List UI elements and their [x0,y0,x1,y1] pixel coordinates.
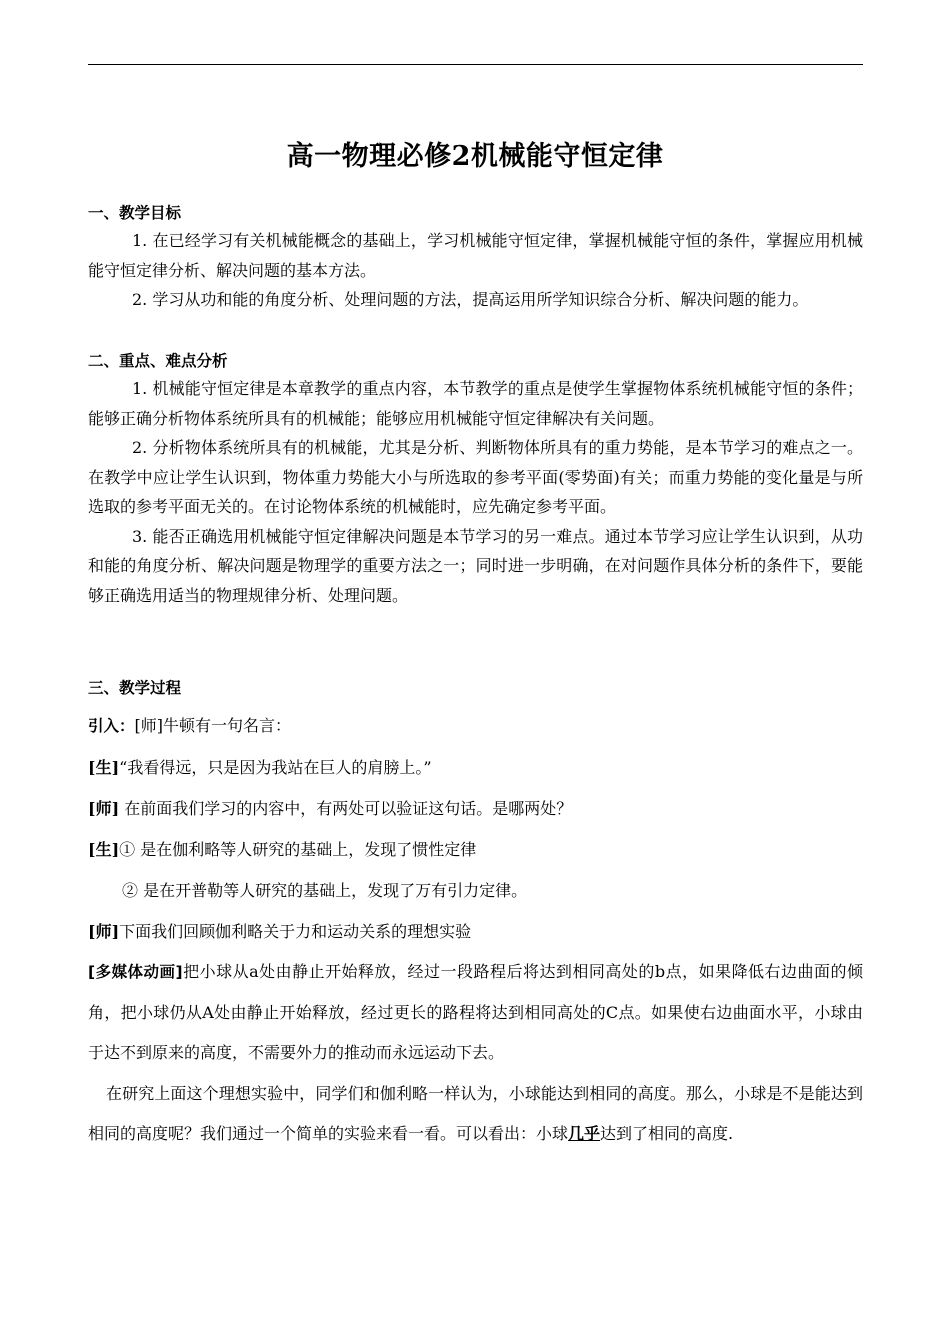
key-point-paragraph-3: 3. 能否正确选用机械能守恒定律解决问题是本节学习的另一难点。通过本节学习应让学生认识到，从功和能的角度分析、解决问题是物理学的重要方法之一；同时进一步明确，在对问题作具体分析的条件下，要能够正确选用适当的物理规律分析、处理问题。 [88,526,863,605]
key-point-paragraph-1: 1. 机械能守恒定律是本章教学的重点内容，本节教学的重点是使学生掌握物体系统机械能守恒的条件；能够正确分析物体系统所具有的机械能；能够应用机械能守恒定律解决有关问题。 [88,379,863,428]
dialogue-tag: [生] [88,758,120,777]
dialogue-student-2-cont [88,870,863,911]
dialogue-teacher-1 [88,788,863,829]
section-process [88,674,863,1155]
objective-paragraph-1: 1. 在已经学习有关机械能概念的基础上，学习机械能守恒定律，掌握机械能守恒的条件，掌握应用机械能守恒定律分析、解决问题的基本方法。 [88,231,863,280]
experiment-paragraph [88,1074,863,1155]
dialogue-intro [88,705,863,747]
dialogue-text: “我看得远，只是因为我站在巨人的肩膀上。” [119,758,432,777]
section-heading-objectives: 一、教学目标 [88,204,182,222]
paragraph-text: 达到了相同的高度. [600,1124,734,1143]
dialogue-tag: [师] [88,799,120,818]
dialogue-text: 把小球从a处由静止开始释放，经过一段路程后将达到相同高处的b点，如果降低右边曲面的倾角，把小球仍从A处由静止开始释放，经过更长的路程将达到相同高处的C点。如果使右边曲面水平，小球由于达不到原来的高度，不需要外力的推动而永远运动下去。 [88,962,863,1062]
dialogue-tag: 引入： [88,717,135,735]
section-heading-key-points: 二、重点、难点分析 [88,352,228,370]
dialogue-text: ② 是在开普勒等人研究的基础上，发现了万有引力定律。 [122,881,528,900]
dialogue-text: [师]牛顿有一句名言： [134,716,292,735]
underlined-word: 几乎 [568,1124,601,1143]
section-heading-process: 三、教学过程 [88,679,182,697]
dialogue-text: 在前面我们学习的内容中，有两处可以验证这句话。是哪两处？ [119,799,573,818]
section-key-points [88,348,863,610]
objective-paragraph-2: 2. 学习从功和能的角度分析、处理问题的方法，提高运用所学知识综合分析、解决问题的能力。 [132,290,809,309]
section-objectives [88,200,863,315]
paragraph-text: 在研究上面这个理想实验中，同学们和伽利略一样认为，小球能达到相同的高度。那么，小球是不是能达到相同的高度呢？我们通过一个简单的实验来看一看。可以看出：小球 [88,1083,863,1143]
dialogue-tag: [师] [88,922,120,941]
dialogue-tag: [多媒体动画] [88,963,183,981]
header-rule [88,64,863,65]
dialogue-text: ① 是在伽利略等人研究的基础上，发现了惯性定律 [119,840,477,859]
document-title: 高一物理必修2机械能守恒定律 [286,141,664,172]
dialogue-teacher-2 [88,911,863,952]
dialogue-tag: [生] [88,840,120,859]
dialogue-student-1 [88,747,863,788]
dialogue-student-2 [88,829,863,870]
key-point-paragraph-2: 2. 分析物体系统所具有的机械能，尤其是分析、判断物体所具有的重力势能，是本节学习的难点之一。在教学中应让学生认识到，物体重力势能大小与所选取的参考平面(零势面)有关；而重力势能的变化量是与所选取的参考平面无关的。在讨论物体系统的机械能时，应先确定参考平面。 [88,438,863,516]
multimedia-paragraph [88,952,863,1074]
dialogue-text: 下面我们回顾伽利略关于力和运动关系的理想实验 [119,922,472,941]
